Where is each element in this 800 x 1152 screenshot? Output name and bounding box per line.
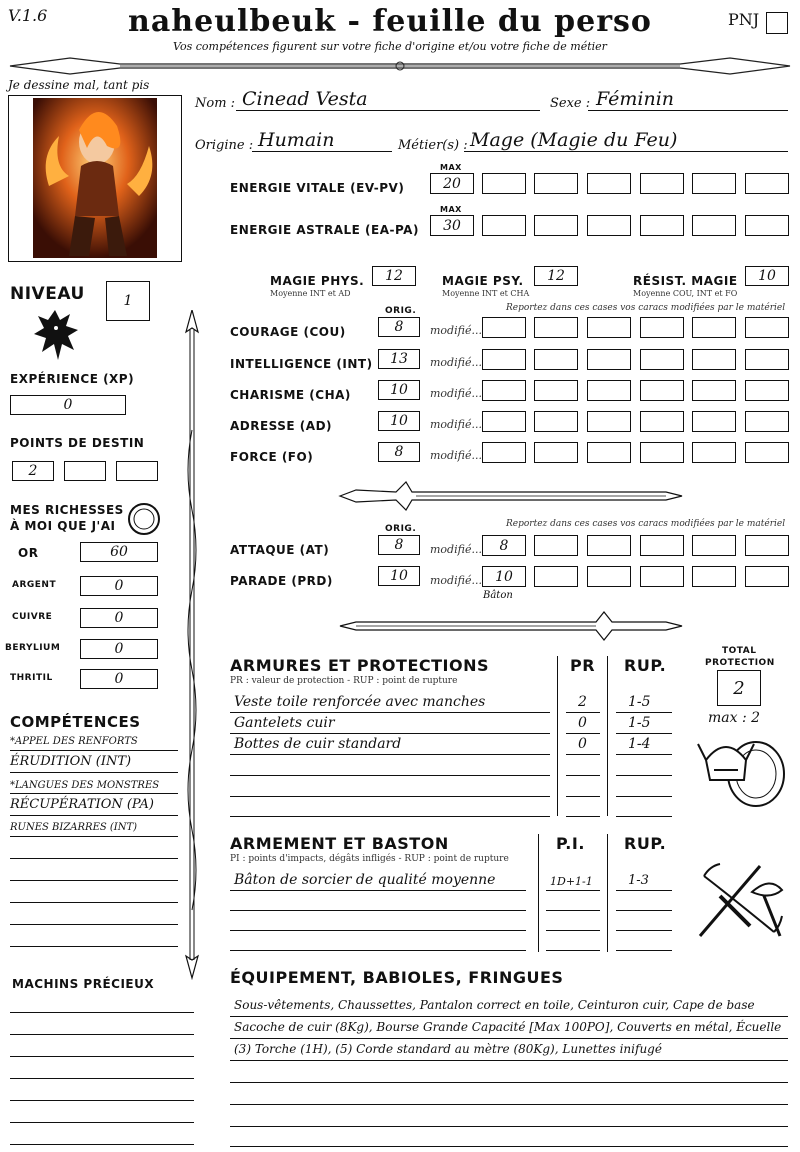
armement-sub: PI : points d'impacts, dégâts infligés - RUP : point de rupture bbox=[230, 854, 509, 864]
courage-mod-6[interactable] bbox=[745, 317, 789, 338]
parade-mod-6[interactable] bbox=[745, 566, 789, 587]
ea-extra-1[interactable] bbox=[482, 215, 526, 236]
thritil-field[interactable]: 0 bbox=[80, 669, 158, 689]
page-title: naheulbeuk - feuille du perso bbox=[128, 4, 652, 39]
weapon-note: Bâton bbox=[483, 590, 513, 601]
ev-extra-2[interactable] bbox=[534, 173, 578, 194]
total-protection-field[interactable]: 2 bbox=[717, 670, 761, 706]
armure-row-pr[interactable]: 2 bbox=[578, 694, 587, 710]
total-protection-max: max : 2 bbox=[708, 710, 761, 726]
cuivre-field[interactable]: 0 bbox=[80, 608, 158, 628]
ev-extra-1[interactable] bbox=[482, 173, 526, 194]
parade-modifie-label: modifié... bbox=[430, 574, 482, 587]
armures-title: ARMURES ET PROTECTIONS bbox=[230, 656, 489, 675]
argent-field[interactable]: 0 bbox=[80, 576, 158, 596]
armure-row-pr[interactable]: 0 bbox=[578, 715, 587, 731]
armures-sub: PR : valeur de protection - RUP : point de rupture bbox=[230, 676, 458, 686]
berylium-label: BERYLIUM bbox=[5, 643, 61, 653]
sword-ornament-2 bbox=[336, 610, 686, 642]
courage-mod-5[interactable] bbox=[692, 317, 736, 338]
dragon-icon bbox=[30, 306, 80, 364]
ev-extra-6[interactable] bbox=[745, 173, 789, 194]
attaque-mod-5[interactable] bbox=[692, 535, 736, 556]
armure-row-rup[interactable]: 1-4 bbox=[628, 736, 651, 752]
intelligence-mod-2[interactable] bbox=[534, 349, 578, 370]
adresse-mod-3[interactable] bbox=[587, 411, 631, 432]
force-modifie-label: modifié... bbox=[430, 449, 482, 462]
adresse-mod-1[interactable] bbox=[482, 411, 526, 432]
magie-psy-sub: Moyenne INT et CHA bbox=[442, 289, 530, 298]
or-label: OR bbox=[18, 546, 39, 560]
richesses-label-1: MES RICHESSES bbox=[10, 503, 124, 517]
armement-col-pi: P.I. bbox=[556, 834, 585, 853]
force-mod-1[interactable] bbox=[482, 442, 526, 463]
ea-max-label: MAX bbox=[440, 205, 462, 214]
armement-col-rup: RUP. bbox=[624, 834, 667, 853]
armure-row-rup[interactable]: 1-5 bbox=[628, 694, 651, 710]
armure-row-pr[interactable]: 0 bbox=[578, 736, 587, 752]
intelligence-mod-6[interactable] bbox=[745, 349, 789, 370]
destin-field-3[interactable] bbox=[116, 461, 158, 481]
competence-item[interactable]: ÉRUDITION (INT) bbox=[10, 754, 132, 769]
helmet-shield-icon bbox=[696, 730, 788, 810]
intelligence-mod-1[interactable] bbox=[482, 349, 526, 370]
destin-field-1[interactable]: 2 bbox=[12, 461, 54, 481]
charisme-field[interactable]: 10 bbox=[378, 380, 420, 400]
armures-divider bbox=[607, 656, 608, 816]
parade-mod-4[interactable] bbox=[640, 566, 684, 587]
pnj-checkbox[interactable] bbox=[766, 12, 788, 34]
experience-label: EXPÉRIENCE (XP) bbox=[10, 372, 135, 386]
magie-phys-field[interactable]: 12 bbox=[372, 266, 416, 286]
thritil-label: THRITIL bbox=[10, 673, 53, 683]
page-subtitle: Vos compétences figurent sur votre fiche d'origine et/ou votre fiche de métier bbox=[173, 40, 607, 53]
adresse-modifie-label: modifié... bbox=[430, 418, 482, 431]
machins-label: MACHINS PRÉCIEUX bbox=[12, 977, 155, 991]
ev-field[interactable]: 20 bbox=[430, 173, 474, 194]
coin-icon bbox=[126, 501, 162, 537]
charisme-mod-1[interactable] bbox=[482, 380, 526, 401]
argent-label: ARGENT bbox=[12, 580, 57, 590]
resist-magie-field[interactable]: 10 bbox=[745, 266, 789, 286]
parade-mod-5[interactable] bbox=[692, 566, 736, 587]
force-field[interactable]: 8 bbox=[378, 442, 420, 462]
total-protection-label-1: TOTAL bbox=[722, 646, 757, 656]
attaque-mod-6[interactable] bbox=[745, 535, 789, 556]
courage-mod-1[interactable] bbox=[482, 317, 526, 338]
armure-row-name[interactable]: Veste toile renforcée avec manches bbox=[234, 694, 486, 710]
armure-row-rup[interactable]: 1-5 bbox=[628, 715, 651, 731]
ev-max-label: MAX bbox=[440, 163, 462, 172]
armement-title: ARMEMENT ET BASTON bbox=[230, 834, 449, 853]
equipement-line[interactable]: Sous-vêtements, Chaussettes, Pantalon correct en toile, Ceinturon cuir, Cape de base bbox=[234, 998, 755, 1012]
total-protection-label-2: PROTECTION bbox=[705, 658, 775, 668]
armure-row-name[interactable]: Gantelets cuir bbox=[234, 715, 335, 731]
charisme-mod-6[interactable] bbox=[745, 380, 789, 401]
ea-extra-4[interactable] bbox=[640, 215, 684, 236]
armures-divider bbox=[557, 656, 558, 816]
fire-mage-illustration bbox=[9, 96, 180, 260]
niveau-label: NIVEAU bbox=[10, 284, 85, 304]
attaque-mod-3[interactable] bbox=[587, 535, 631, 556]
origine-label: Origine : bbox=[195, 138, 254, 153]
header-sword-ornament bbox=[0, 54, 800, 78]
attaque-field[interactable]: 8 bbox=[378, 535, 420, 555]
ea-extra-2[interactable] bbox=[534, 215, 578, 236]
parade-field[interactable]: 10 bbox=[378, 566, 420, 586]
adresse-field[interactable]: 10 bbox=[378, 411, 420, 431]
armure-row-name[interactable]: Bottes de cuir standard bbox=[234, 736, 402, 752]
metier-field[interactable]: Mage (Magie du Feu) bbox=[470, 129, 678, 151]
weapons-icon bbox=[690, 856, 790, 946]
stats-note: Reportez dans ces cases vos caracs modifiées par le matériel bbox=[506, 303, 786, 313]
magie-psy-label: MAGIE PSY. bbox=[442, 274, 524, 288]
version-label: V.1.6 bbox=[8, 6, 48, 25]
charisme-mod-3[interactable] bbox=[587, 380, 631, 401]
armures-col-rup: RUP. bbox=[624, 656, 667, 675]
courage-mod-3[interactable] bbox=[587, 317, 631, 338]
destin-field-2[interactable] bbox=[64, 461, 106, 481]
intelligence-label: INTELLIGENCE (INT) bbox=[230, 357, 373, 371]
combat-note: Reportez dans ces cases vos caracs modifiées par le matériel bbox=[506, 519, 786, 529]
courage-mod-2[interactable] bbox=[534, 317, 578, 338]
intelligence-mod-3[interactable] bbox=[587, 349, 631, 370]
charisme-mod-4[interactable] bbox=[640, 380, 684, 401]
courage-field[interactable]: 8 bbox=[378, 317, 420, 337]
nom-field[interactable]: Cinead Vesta bbox=[242, 88, 368, 110]
sword-ornament bbox=[336, 478, 686, 514]
sexe-field[interactable]: Féminin bbox=[596, 88, 675, 110]
resist-magie-label: RÉSIST. MAGIE bbox=[633, 274, 738, 288]
spear-ornament bbox=[182, 310, 202, 980]
magie-phys-sub: Moyenne INT et AD bbox=[270, 289, 351, 298]
ev-label: ENERGIE VITALE (EV-PV) bbox=[230, 181, 405, 195]
magie-phys-label: MAGIE PHYS. bbox=[270, 274, 365, 288]
experience-field[interactable]: 0 bbox=[10, 395, 126, 415]
equipement-line[interactable]: (3) Torche (1H), (5) Corde standard au mètre (80Kg), Lunettes inifugé bbox=[234, 1042, 662, 1056]
arme-row-pi[interactable]: 1D+1-1 bbox=[550, 875, 593, 888]
origine-field[interactable]: Humain bbox=[258, 129, 335, 151]
courage-label: COURAGE (COU) bbox=[230, 325, 346, 339]
combat-orig-label: ORIG. bbox=[385, 524, 417, 534]
charisme-modifie-label: modifié... bbox=[430, 387, 482, 400]
competence-item[interactable]: RUNES BIZARRES (INT) bbox=[10, 822, 138, 833]
ea-field[interactable]: 30 bbox=[430, 215, 474, 236]
adresse-mod-5[interactable] bbox=[692, 411, 736, 432]
resist-magie-sub: Moyenne COU, INT et FO bbox=[633, 289, 738, 298]
parade-mod-1[interactable]: 10 bbox=[482, 566, 526, 587]
adresse-mod-4[interactable] bbox=[640, 411, 684, 432]
force-mod-6[interactable] bbox=[745, 442, 789, 463]
richesses-label-2: À MOI QUE J'AI bbox=[10, 519, 116, 533]
ev-extra-5[interactable] bbox=[692, 173, 736, 194]
intelligence-modifie-label: modifié... bbox=[430, 356, 482, 369]
intelligence-field[interactable]: 13 bbox=[378, 349, 420, 369]
parade-label: PARADE (PRD) bbox=[230, 574, 333, 588]
metier-label: Métier(s) : bbox=[398, 138, 468, 153]
attaque-mod-2[interactable] bbox=[534, 535, 578, 556]
competence-item[interactable]: *LANGUES DES MONSTRES bbox=[10, 780, 160, 791]
or-field[interactable]: 60 bbox=[80, 542, 158, 562]
armures-col-pr: PR bbox=[570, 656, 596, 675]
ea-extra-5[interactable] bbox=[692, 215, 736, 236]
armement-divider bbox=[607, 834, 608, 952]
ea-extra-3[interactable] bbox=[587, 215, 631, 236]
parade-mod-3[interactable] bbox=[587, 566, 631, 587]
charisme-label: CHARISME (CHA) bbox=[230, 388, 351, 402]
charisme-mod-5[interactable] bbox=[692, 380, 736, 401]
courage-mod-4[interactable] bbox=[640, 317, 684, 338]
force-mod-3[interactable] bbox=[587, 442, 631, 463]
berylium-field[interactable]: 0 bbox=[80, 639, 158, 659]
intelligence-mod-5[interactable] bbox=[692, 349, 736, 370]
adresse-mod-2[interactable] bbox=[534, 411, 578, 432]
parade-mod-2[interactable] bbox=[534, 566, 578, 587]
competence-item[interactable]: RÉCUPÉRATION (PA) bbox=[10, 797, 154, 812]
arme-row-name[interactable]: Bâton de sorcier de qualité moyenne bbox=[234, 872, 496, 888]
magie-psy-field[interactable]: 12 bbox=[534, 266, 578, 286]
attaque-mod-1[interactable]: 8 bbox=[482, 535, 526, 556]
equipement-line[interactable]: Sacoche de cuir (8Kg), Bourse Grande Capacité [Max 100PO], Couverts en métal, Écuelle bbox=[234, 1020, 782, 1034]
equipement-title: ÉQUIPEMENT, BABIOLES, FRINGUES bbox=[230, 968, 564, 987]
force-mod-2[interactable] bbox=[534, 442, 578, 463]
attaque-mod-4[interactable] bbox=[640, 535, 684, 556]
adresse-label: ADRESSE (AD) bbox=[230, 419, 333, 433]
ev-extra-3[interactable] bbox=[587, 173, 631, 194]
portrait-image bbox=[8, 95, 182, 262]
pnj-label: PNJ bbox=[728, 10, 760, 29]
stats-orig-label: ORIG. bbox=[385, 306, 417, 316]
ev-extra-4[interactable] bbox=[640, 173, 684, 194]
attaque-modifie-label: modifié... bbox=[430, 543, 482, 556]
adresse-mod-6[interactable] bbox=[745, 411, 789, 432]
destin-label: POINTS DE DESTIN bbox=[10, 436, 145, 450]
arme-row-rup[interactable]: 1-3 bbox=[628, 873, 649, 888]
ea-extra-6[interactable] bbox=[745, 215, 789, 236]
armement-divider bbox=[538, 834, 539, 952]
attaque-label: ATTAQUE (AT) bbox=[230, 543, 330, 557]
competences-label: COMPÉTENCES bbox=[10, 713, 141, 731]
cuivre-label: CUIVRE bbox=[12, 612, 53, 622]
force-label: FORCE (FO) bbox=[230, 450, 314, 464]
nom-label: Nom : bbox=[195, 96, 236, 111]
competence-item[interactable]: *APPEL DES RENFORTS bbox=[10, 736, 138, 747]
force-mod-4[interactable] bbox=[640, 442, 684, 463]
courage-modifie-label: modifié... bbox=[430, 324, 482, 337]
intelligence-mod-4[interactable] bbox=[640, 349, 684, 370]
force-mod-5[interactable] bbox=[692, 442, 736, 463]
portrait-caption: Je dessine mal, tant pis bbox=[8, 78, 150, 92]
sexe-label: Sexe : bbox=[550, 96, 591, 111]
niveau-field[interactable]: 1 bbox=[106, 281, 150, 321]
ea-label: ENERGIE ASTRALE (EA-PA) bbox=[230, 223, 419, 237]
charisme-mod-2[interactable] bbox=[534, 380, 578, 401]
